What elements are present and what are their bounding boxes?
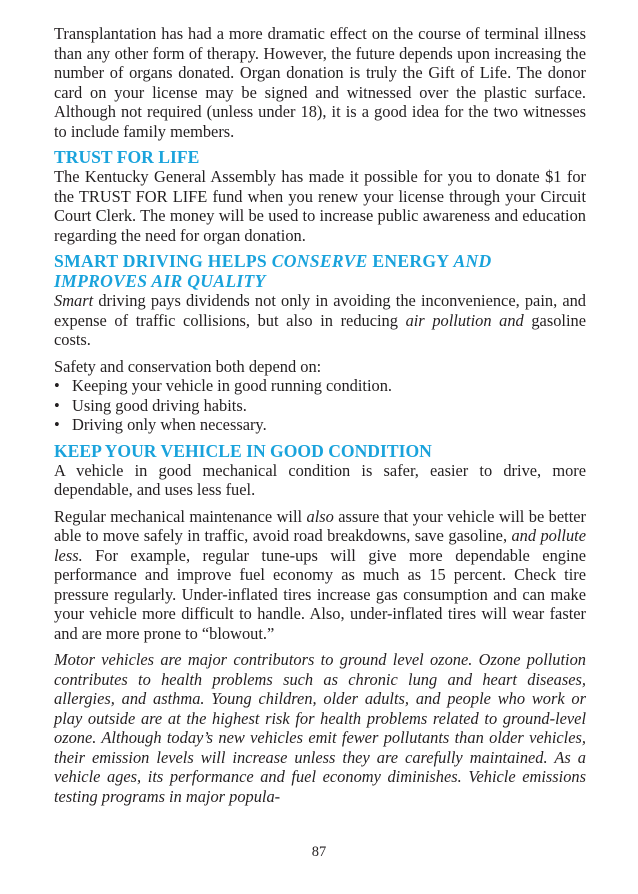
text-italic: Smart: [54, 291, 94, 310]
text-italic: also: [306, 506, 334, 526]
list-item-text: Keeping your vehicle in good running condition.: [72, 376, 393, 395]
heading-part: ENERGY: [367, 251, 454, 271]
list-item: [54, 415, 586, 435]
list-item-text: Driving only when necessary.: [72, 415, 267, 434]
keep-vehicle-paragraph-2: [54, 507, 586, 644]
trust-for-life-heading: TRUST FOR LIFE: [54, 147, 200, 167]
text: For example, regular tune-ups will give more dependable engine performance and improve fuel economy as much as 15 percent. Check tire pressure regularly. Under-inflated tires increase gas consumption and can make your vehicle more difficult to handle. Also, under-inflated tires will wear faster and are more prone to “blowout.”: [54, 545, 586, 643]
list-item: [54, 376, 586, 396]
list-item-text: Using good driving habits.: [72, 395, 247, 415]
bullet: •: [54, 415, 60, 434]
text-italic: and pollute less.: [54, 526, 586, 565]
text: gasoline costs.: [54, 310, 586, 349]
conservation-list: [54, 376, 586, 435]
bullet: •: [54, 395, 60, 415]
trust-for-life-paragraph: The Kentucky General Assembly has made it possible for you to donate $1 for the TRUST FOR LIFE fund when you renew your license through your Circuit Court Clerk. The money will be used to increase public awareness and education regarding the need for organ donation.: [54, 167, 586, 245]
keep-vehicle-heading: KEEP YOUR VEHICLE IN GOOD CONDITION: [54, 440, 432, 461]
heading-part: SMART DRIVING HELPS: [54, 251, 272, 271]
smart-driving-heading: [54, 251, 586, 291]
intro-paragraph: Transplantation has had a more dramatic effect on the course of terminal illness than any other form of therapy. However, the future depends upon increasing the number of organs donated. Organ donation is truly the Gift of Life. The donor card on your license may be signed and witnessed over the plastic surface. Although not required (unless under 18), it is a good idea for the two witnesses to include family members.: [54, 24, 586, 141]
list-item: [54, 396, 586, 416]
page-content: [54, 24, 586, 806]
text: assure that your vehicle will be better able to move safely in traffic, avoid road breakdowns, save gasoline,: [54, 506, 586, 545]
heading-part-italic: CONSERVE: [271, 251, 368, 271]
keep-vehicle-paragraph-1: A vehicle in good mechanical condition is safer, easier to drive, more dependable, and uses less fuel.: [54, 460, 586, 499]
page-number: 87: [311, 844, 327, 860]
text: Regular mechanical maintenance will: [54, 506, 307, 526]
smart-driving-paragraph: [54, 291, 586, 350]
safety-conservation-intro: Safety and conservation both depend on:: [54, 356, 322, 376]
text-italic: air pollution and: [405, 310, 524, 330]
text: driving pays dividends not only in avoiding the inconvenience, pain, and expense of traffic collisions, but also in reducing: [54, 291, 586, 330]
bullet: •: [54, 376, 60, 395]
ozone-paragraph: Motor vehicles are major contributors to ground level ozone. Ozone pollution contributes to health problems such as chronic lung and heart diseases, allergies, and asthma. Young children, older adults, and people who work or play outside are at the highest risk for health problems related to ground-level ozone. Although today’s new vehicles emit fewer pollutants than older vehicles, their emission levels will increase unless they are carefully maintained. As a vehicle ages, its performance and fuel economy diminishes. Vehicle emissions testing programs in major popula-: [54, 650, 586, 806]
heading-part-italic: AND IMPROVES AIR QUALITY: [54, 251, 492, 291]
